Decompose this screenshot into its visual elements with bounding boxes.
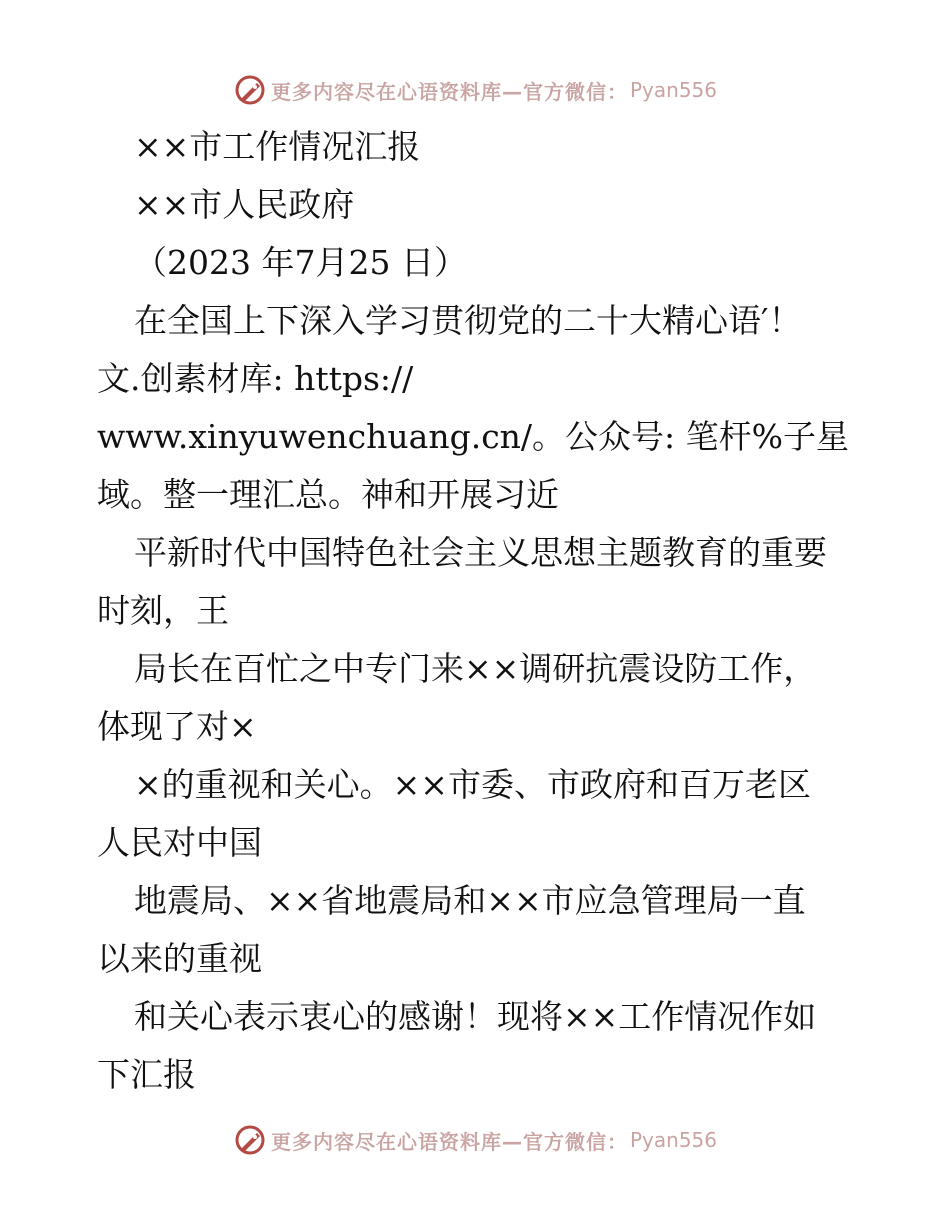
pen-logo-icon (233, 1123, 267, 1157)
watermark-banner-bottom (0, 1120, 950, 1160)
doc-line: 下汇报 (97, 1055, 196, 1094)
watermark-id: Pyan556 (629, 78, 717, 102)
document-body (97, 118, 857, 1104)
watermark-text: 更多内容尽在心语资料库—官方微信： (270, 1129, 628, 1154)
doc-line: 局长在百忙之中专门来××调研抗震设防工作， (134, 649, 817, 688)
doc-line: 以来的重视 (97, 939, 262, 978)
doc-title: ××市工作情况汇报 (134, 127, 421, 166)
doc-issuer: ××市人民政府 (134, 185, 355, 224)
doc-line: 时刻，王 (97, 591, 229, 630)
watermark-text: 更多内容尽在心语资料库—官方微信： (270, 79, 628, 104)
doc-line: 和关心表示衷心的感谢！现将××工作情况作如 (134, 997, 817, 1036)
doc-line: 平新时代中国特色社会主义思想主题教育的重要 (134, 533, 827, 572)
doc-line: ×的重视和关心。××市委、市政府和百万老区 (134, 765, 811, 804)
doc-line: www.xinyuwenchuang.cn/。公众号: 笔杆%子星 (97, 417, 850, 456)
pen-logo-icon (233, 73, 267, 107)
doc-line: 体现了对× (97, 707, 257, 746)
watermark-id: Pyan556 (629, 1128, 717, 1152)
doc-line: 在全国上下深入学习贯彻党的二十大精心语′！ (134, 301, 802, 340)
doc-line: 人民对中国 (97, 823, 262, 862)
doc-line: 域。整一理汇总。神和开展习近 (97, 475, 559, 514)
doc-date: （2023 年7月25 日） (134, 243, 467, 282)
watermark-banner-top (0, 70, 950, 110)
doc-line: 地震局、××省地震局和××市应急管理局一直 (134, 881, 806, 920)
doc-line: 文.创素材库: https:// (97, 359, 414, 398)
